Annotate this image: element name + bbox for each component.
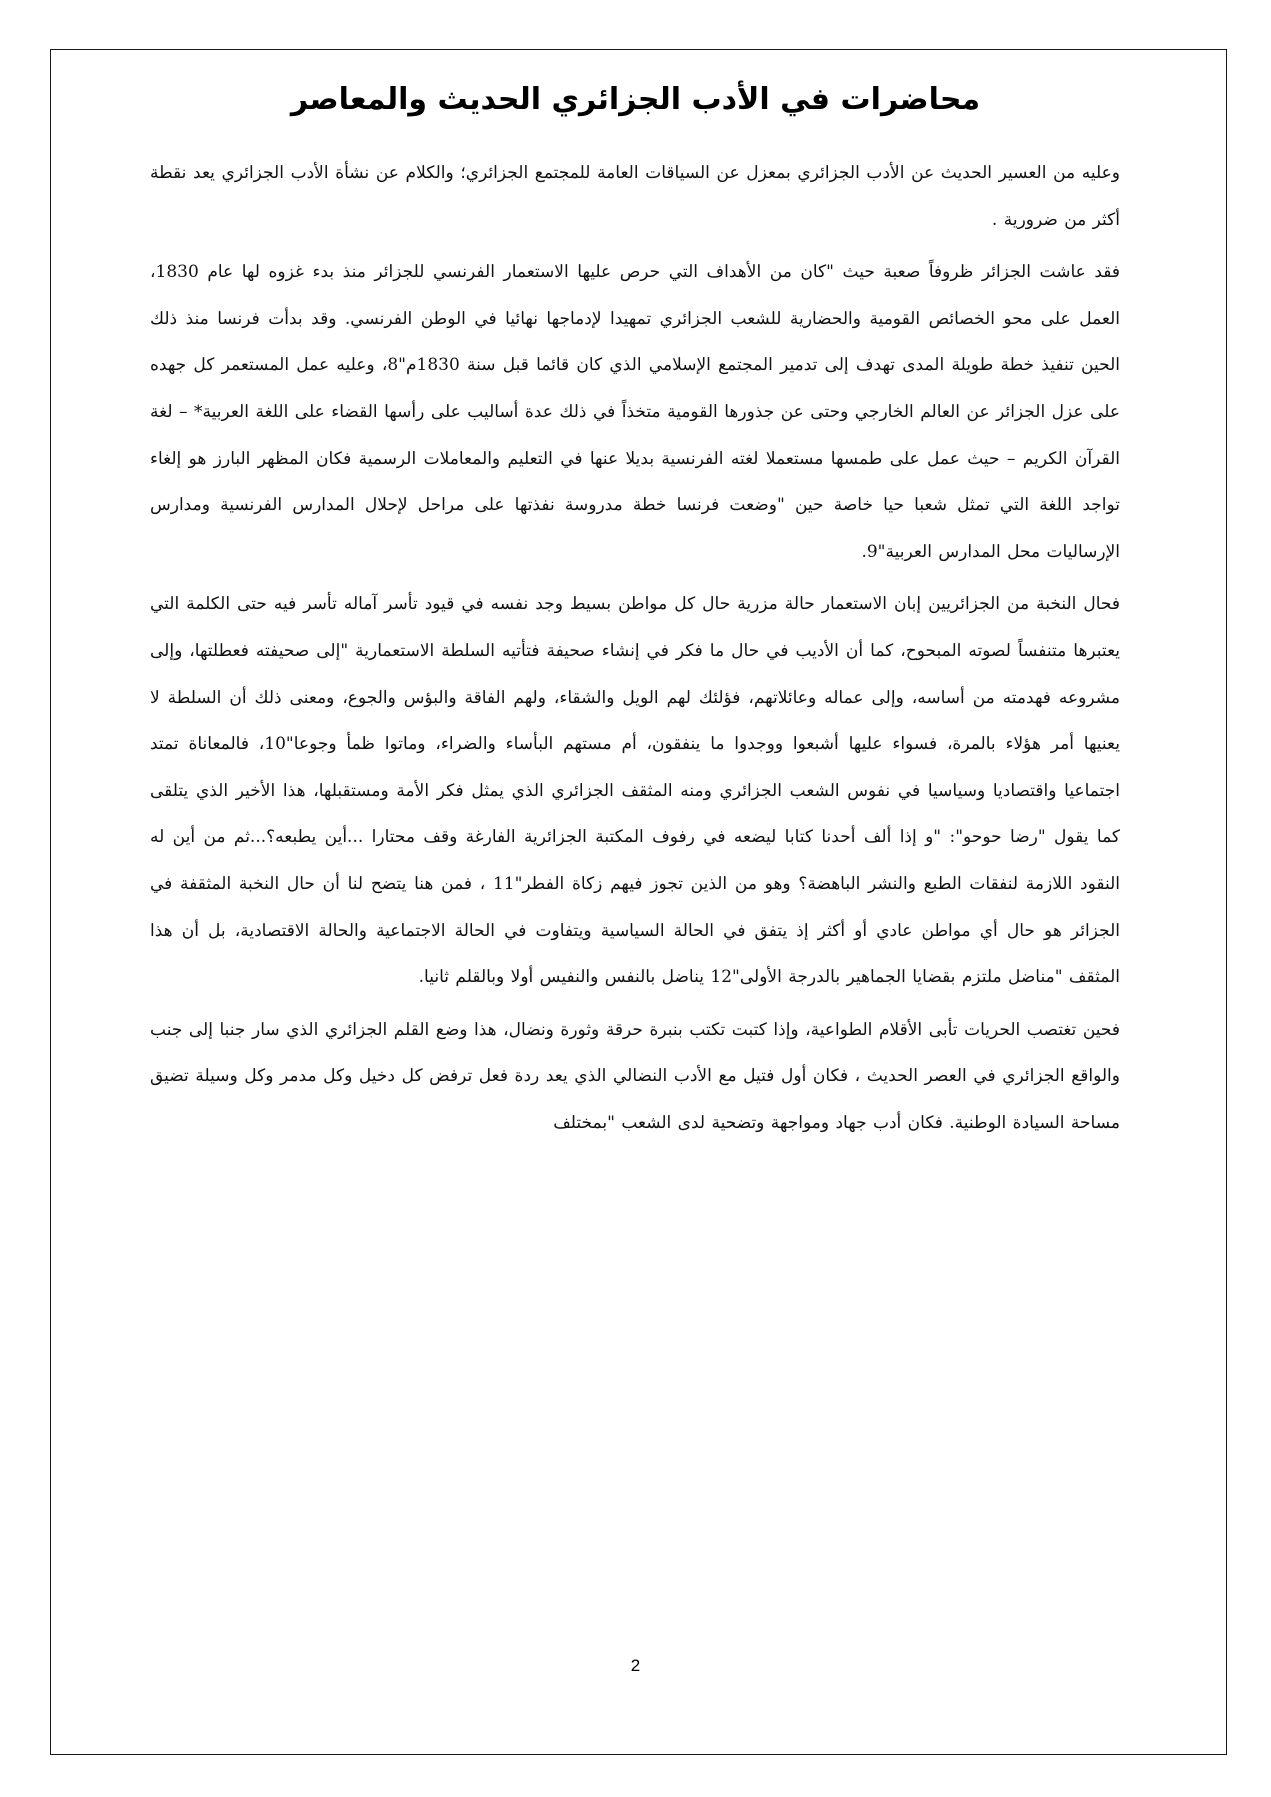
paragraph-intellectual-elite: فحال النخبة من الجزائريين إبان الاستعمار حالة مزرية حال كل مواطن بسيط وجد نفسه في قيود تأسر آماله تأسر فيه حتى الكلمة التي يعتبرها متنفساً لصوته المبحوح، كما أن الأديب في حال ما فكر في إنشاء صحيفة فتأتيه السلطة الاستعمارية "إلى صحيفته فعطلتها، وإلى مشروعه فهدمته من أساسه، وإلى عماله وعائلاتهم، فؤلئك لهم الويل والشقاء، ولهم الفاقة والبؤس والجوع، ومعنى ذلك أن السلطة لا يعنيها أمر هؤلاء بالمرة، فسواء عليها أشبعوا ووجدوا ما ينفقون، أم مستهم البأساء والضراء، وماتوا ظمأ وجوعا"10، فالمعاناة تمتد اجتماعيا واقتصاديا وسياسيا في نفوس الشعب الجزائري ومنه المثقف الجزائري الذي يمثل فكر الأمة ومستقبلها، هذا الأخير الذي يتلقى كما يقول "رضا حوحو": "و إذا ألف أحدنا كتابا ليضعه في رفوف المكتبة الجزائرية الفارغة وقف محتارا ...أين يطبعه؟...ثم من أين له النقود اللازمة لنفقات الطبع والنشر الباهضة؟ وهو من الذين تجوز فيهم زكاة الفطر"11 ، فمن هنا يتضح لنا أن حال النخبة المثقفة في الجزائر هو حال أي مواطن عادي أو أكثر إذ يتفق في الحالة السياسية ويتفاوت في الحالة الاجتماعية والحالة الاقتصادية، بل أن هذا المثقف "مناضل ملتزم بقضايا الجماهير بالدرجة الأولى"12 يناضل بالنفس والنفيس أولا وبالقلم ثانيا.	[150, 594, 1120, 988]
paragraph-intro: وعليه من العسير الحديث عن الأدب الجزائري بمعزل عن السياقات العامة للمجتمع الجزائري؛ والكلام عن نشأة الأدب الجزائري يعد نقطة أكثر من ضرورية .	[150, 163, 1120, 230]
page-number: 2	[630, 1656, 641, 1675]
document-body	[150, 150, 1120, 1152]
paragraph-colonial-conditions: فقد عاشت الجزائر ظروفاً صعبة حيث "كان من الأهداف التي حرص عليها الاستعمار الفرنسي للجزائر منذ بدء غزوه لها عام 1830، العمل على محو الخصائص القومية والحضارية للشعب الجزائري تمهيدا لإدماجها نهائيا في الوطن الفرنسي. وقد بدأت فرنسا منذ ذلك الحين تنفيذ خطة طويلة المدى تهدف إلى تدمير المجتمع الإسلامي الذي كان قائما قبل سنة 1830م"8، وعليه عمل المستعمر كل جهده على عزل الجزائر عن العالم الخارجي وحتى عن جذورها القومية متخذاً في ذلك عدة أساليب على رأسها القضاء على اللغة العربية* – لغة القرآن الكريم – حيث عمل على طمسها مستعملا لغته الفرنسية بديلا عنها في التعليم والمعاملات الرسمية فكان المظهر البارز هو إلغاء تواجد اللغة التي تمثل شعبا حيا خاصة حين "وضعت فرنسا خطة مدروسة نفذتها على مراحل لإحلال المدارس الفرنسية ومدارس الإرساليات محل المدارس العربية"9.	[150, 262, 1120, 562]
paragraph-resistance-literature: فحين تغتصب الحريات تأبى الأقلام الطواعية، وإذا كتبت تكتب بنبرة حرقة وثورة ونضال، هذا وضع القلم الجزائري الذي سار جنبا إلى جنب والواقع الجزائري في العصر الحديث ، فكان أول فتيل مع الأدب النضالي الذي يعد ردة فعل ترفض كل دخيل وكل مدمر وكل وسيلة تضيق مساحة السيادة الوطنية. فكان أدب جهاد ومواجهة وتضحية لدى الشعب "بمختلف	[150, 1019, 1120, 1133]
page-title: محاضرات في الأدب الجزائري الحديث والمعاصر	[290, 82, 981, 117]
